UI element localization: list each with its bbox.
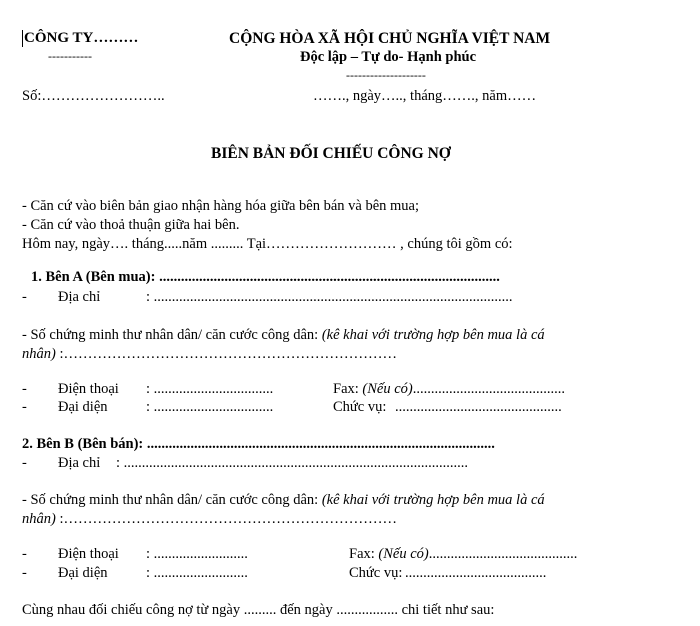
party-b-rep-dash: - <box>22 565 27 581</box>
party-b-position-value: ....................................... <box>405 565 547 581</box>
party-a-phone-value: : ................................. <box>146 381 274 397</box>
motto-rule: -------------------- <box>346 68 426 82</box>
party-a-address-value: : ................................................................................................... <box>146 289 513 305</box>
text-cursor <box>22 30 23 47</box>
party-b-heading: 2. Bên B (Bên bán): ................................................................................................ <box>22 436 495 452</box>
party-a-rep-dash: - <box>22 399 27 415</box>
party-a-id-line-1: - Số chứng minh thư nhân dân/ căn cước công dân: (kê khai với trường hợp bên mua là cá <box>22 327 545 343</box>
document-number: Số:…………………….. <box>22 88 165 104</box>
party-b-phone-value: : .......................... <box>146 546 248 562</box>
party-a-rep-label: Đại diện <box>58 399 108 415</box>
party-b-address-dash: - <box>22 455 27 471</box>
basis-line-1: - Căn cứ vào biên bản giao nhận hàng hóa giữa bên bán và bên mua; <box>22 198 420 214</box>
today-line: Hôm nay, ngày…. tháng.....năm ......... Tại……………………… , chúng tôi gồm có: <box>22 236 513 252</box>
party-a-phone-label: Điện thoại <box>58 381 119 397</box>
party-b-position-label: Chức vụ: <box>349 565 403 581</box>
party-b-address-value: : ............................................................................................... <box>116 455 469 471</box>
party-a-address-dash: - <box>22 289 27 305</box>
party-a-position-value: .............................................. <box>395 399 562 415</box>
nation-title: CỘNG HÒA XÃ HỘI CHỦ NGHĨA VIỆT NAM <box>229 30 551 47</box>
party-b-id-line-1: - Số chứng minh thư nhân dân/ căn cước công dân: (kê khai với trường hợp bên mua là cá <box>22 492 545 508</box>
party-a-rep-value: : ................................. <box>146 399 274 415</box>
party-b-rep-label: Đại diện <box>58 565 108 581</box>
party-b-fax: Fax: (Nếu có)......................................... <box>349 546 578 562</box>
party-a-fax: Fax: (Nếu có).......................................... <box>333 381 565 397</box>
party-b-rep-value: : .......................... <box>146 565 248 581</box>
date-line: ……., ngày….., tháng……., năm…… <box>313 88 537 104</box>
party-b-id-line-2: nhân) :…………………………………………………………… <box>22 511 397 527</box>
party-b-phone-dash: - <box>22 546 27 562</box>
party-a-phone-dash: - <box>22 381 27 397</box>
party-b-phone-label: Điện thoại <box>58 546 119 562</box>
basis-line-2: - Căn cứ vào thoả thuận giữa hai bên. <box>22 217 240 233</box>
document-title: BIÊN BẢN ĐỐI CHIẾU CÔNG NỢ <box>211 145 451 162</box>
party-a-position-label: Chức vụ: <box>333 399 387 415</box>
closing-line: Cùng nhau đối chiếu công nợ từ ngày ......... đến ngày ................. chi tiết như sau: <box>22 602 495 618</box>
company-rule: ----------- <box>48 49 92 63</box>
party-a-id-line-2: nhân) :…………………………………………………………… <box>22 346 397 362</box>
party-b-address-label: Địa chỉ <box>58 455 101 471</box>
company-name: CÔNG TY……… <box>24 30 139 46</box>
party-a-heading: 1. Bên A (Bên mua): .............................................................................................. <box>31 269 500 285</box>
motto: Độc lập – Tự do- Hạnh phúc <box>300 49 477 65</box>
party-a-address-label: Địa chỉ <box>58 289 101 305</box>
